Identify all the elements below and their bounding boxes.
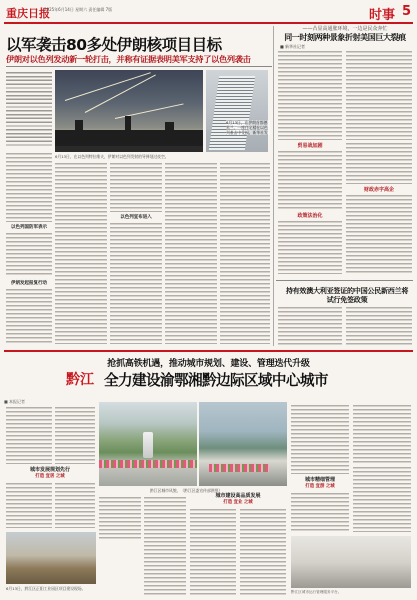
feature-body-text xyxy=(291,492,349,532)
lead-subsection-2: 伊朗发起报复行动 xyxy=(11,281,47,286)
feature-body-text xyxy=(55,482,95,528)
flower-bed xyxy=(209,464,269,472)
feature-body-text xyxy=(144,496,186,596)
right-sidebar-3: 财政赤字高企 xyxy=(363,187,394,193)
section-name: 时事 xyxy=(368,8,395,23)
paper-name: 重庆日报 xyxy=(6,7,50,20)
lead-body-text xyxy=(110,162,162,212)
operations-center-photo xyxy=(291,536,411,588)
right-body-text xyxy=(278,220,342,274)
feature-region: 黔江 xyxy=(66,372,94,388)
residential-tower xyxy=(209,76,255,150)
second-story-text xyxy=(346,306,412,346)
right-body-text xyxy=(346,50,412,140)
feature-body-text xyxy=(353,466,411,532)
feature-body-text xyxy=(353,404,411,464)
lead-body-text xyxy=(6,152,52,222)
riverside-photo xyxy=(199,402,287,486)
feature-section-2-title: 城市建设高品质发展 xyxy=(215,493,261,499)
lead-subsection-1: 以色列国防军表示 xyxy=(11,225,47,230)
feature-kicker: 抢抓高铁机遇，推动城市规划、建设、管理迭代升级 xyxy=(107,359,310,369)
feature-section-2-sub: 打造 宜业 之城 xyxy=(223,500,253,505)
office-caption: 黔江区城市运行管理服务平台。 xyxy=(291,590,342,594)
feature-section-1-sub: 打造 宜居 之城 xyxy=(35,474,65,479)
right-kicker: ——凸显高通胀环境，一边是民众奔忙 xyxy=(302,26,388,32)
building-caption: 6月13日，在伊朗首都德黑兰，一座住宅楼在以色列袭击中受损。新华社发 xyxy=(226,120,270,135)
lead-body-text xyxy=(6,71,52,147)
feature-title: 全力建设渝鄂湘黔边际区域中心城市 xyxy=(104,372,328,389)
story-rule xyxy=(276,280,413,281)
feature-photo-caption: 黔江区城市风貌。（黔江区委宣传部供图） xyxy=(150,488,223,493)
flower-bed xyxy=(99,460,197,468)
lead-body-text xyxy=(110,222,162,344)
second-story-headline: 持有效澳大利亚签证的中国公民新西兰将试行免签政策 xyxy=(285,286,409,304)
feature-section-1-title: 城市发展规划先行 xyxy=(29,467,70,473)
tower-silhouette xyxy=(75,120,83,146)
night-missile-photo xyxy=(55,70,203,152)
damaged-building-photo xyxy=(206,70,268,152)
night-photo-caption: 6月13日，在以色列特拉维夫，伊朗对以色列发射的导弹划过夜空。 xyxy=(55,154,169,159)
feature-body-text xyxy=(240,508,286,596)
tower-silhouette xyxy=(165,122,174,146)
right-body-text xyxy=(278,150,342,210)
feature-section-3-title: 城市精细管理 xyxy=(304,477,335,483)
white-sculpture xyxy=(143,432,153,458)
lead-rule xyxy=(6,66,272,67)
lead-body-text xyxy=(165,162,217,344)
masthead xyxy=(4,4,413,24)
feature-body-text xyxy=(291,404,349,474)
second-story-text xyxy=(278,306,342,346)
lead-body-text xyxy=(55,162,107,344)
right-headline: 同一时刻两种景象折射美国巨大裂痕 xyxy=(284,33,406,42)
feature-body-text xyxy=(6,482,52,528)
construction-caption: 6月13日，黔江区正阳工业园区项目建设现场。 xyxy=(6,586,86,591)
missile-streak xyxy=(65,72,151,101)
feature-section-3-sub: 打造 宜游 之城 xyxy=(305,484,335,489)
lead-body-text xyxy=(6,288,52,344)
lead-body-text xyxy=(6,232,52,276)
column-divider xyxy=(273,26,274,346)
lead-headline: 以军袭击80多处伊朗核项目目标 xyxy=(6,36,222,54)
page-number: 5 xyxy=(401,4,411,19)
right-body-text xyxy=(346,194,412,274)
right-body-text xyxy=(346,142,412,184)
feature-body-text xyxy=(190,508,236,596)
feature-header xyxy=(4,350,413,398)
missile-streak xyxy=(85,75,156,113)
right-sidebar-2: 政策法治化 xyxy=(297,213,323,219)
lead-body-text xyxy=(220,162,270,344)
right-sidebar-1: 贸易战加剧 xyxy=(297,143,323,149)
feature-body-text xyxy=(99,496,141,540)
feature-byline: ■ 本报记者 xyxy=(4,399,26,404)
tower-silhouette xyxy=(125,116,131,146)
construction-site-photo xyxy=(6,532,96,584)
feature-body-text xyxy=(6,406,52,464)
date-info: 2025年6月14日 星期六 责任编辑 7版 xyxy=(44,7,113,12)
feature-body-text xyxy=(55,406,95,464)
lead-subhead: 伊朗对以色列发动新一轮打击，并称有证据表明美军支持了以色列袭击 xyxy=(6,54,251,64)
lead-subsection-3: 以色列宣布进入 xyxy=(120,215,152,220)
city-park-photo xyxy=(99,402,197,486)
right-byline: ■ 新华社记者 xyxy=(280,44,306,49)
right-body-text xyxy=(278,50,342,140)
